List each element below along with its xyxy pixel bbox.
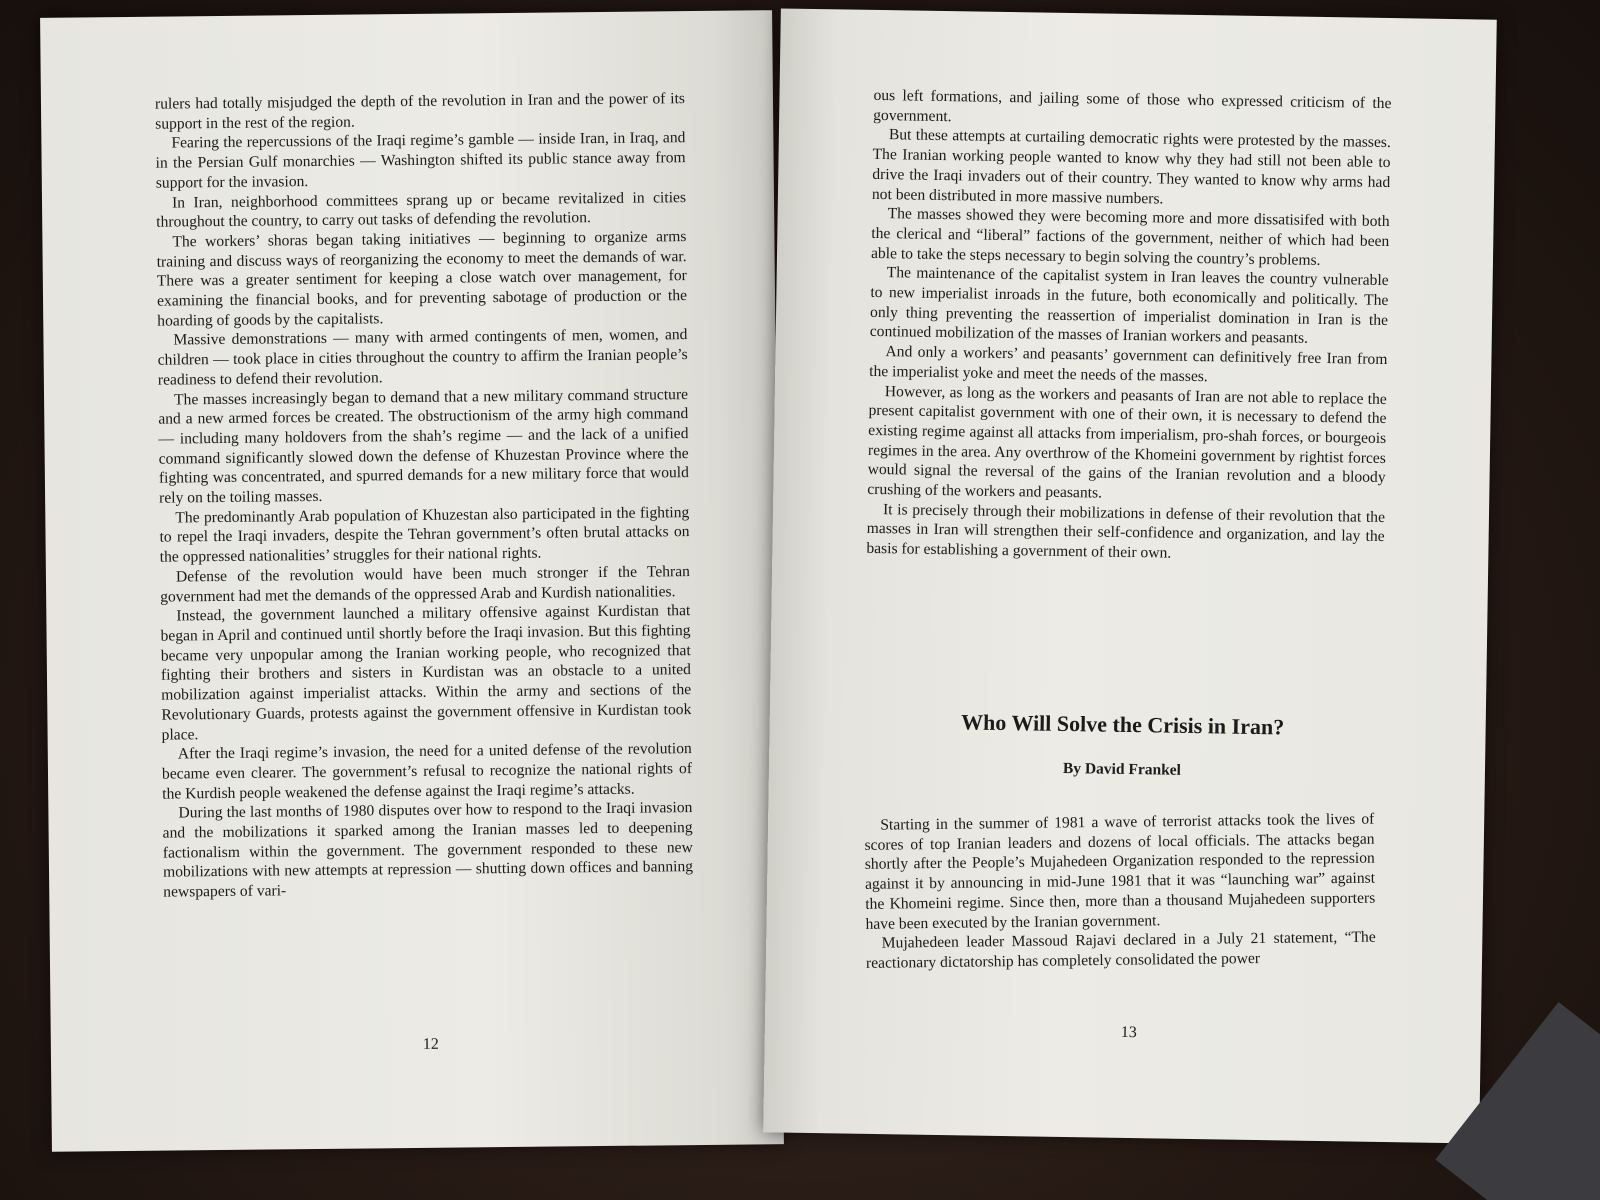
- paragraph: Fearing the repercussions of the Iraqi regime’s gamble — inside Iran, in Iraq, and in the Persian Gulf monarchies — Washington shifted its public stance away from support for the invasion.: [155, 129, 686, 192]
- paragraph: ous left formations, and jailing some of those who expressed criticism of the government.: [873, 86, 1392, 125]
- paragraph: rulers had totally misjudged the depth of the revolution in Iran and the power of its support in the rest of the region.: [154, 90, 686, 133]
- paragraph: Mujahedeen leader Massoud Rajavi declared in a July 21 statement, “The reactionary dictatorship has completely consolidated the power: [865, 928, 1376, 972]
- paragraph: In Iran, neighborhood committees sprang up or became revitalized in cities throughout the country, to carry out tasks of defending the revolution.: [156, 188, 687, 231]
- paragraph: During the last months of 1980 disputes over how to respond to the Iraqi invasion and the mobilizations it sparked among the Iranian masses led to deepening factionalism within the government. The government responded to these new mobilizations with new attempts at repression — shutting down offices and banning newspapers of vari-: [162, 799, 694, 901]
- paragraph: And only a workers’ and peasants’ government can definitively free Iran from the imperialist yoke and meet the needs of the masses.: [869, 343, 1388, 386]
- article-body: [864, 810, 1376, 974]
- paragraph: But these attempts at curtailing democratic rights were protested by the masses. The Iranian working people wanted to know why they had still not been able to drive the Iraqi invaders out of their country. They wanted to know why arms had not been distributed in more massive numbers.: [871, 126, 1391, 207]
- paragraph: The predominantly Arab population of Khuzestan also participated in the fighting to repel the Iraqi invaders, despite the Tehran government’s often brutal attacks on the oppressed nationalities’ struggles for their national rights.: [159, 503, 690, 566]
- article-byline: By David Frankel: [1062, 759, 1182, 779]
- paragraph: Starting in the summer of 1981 a wave of terrorist attacks took the lives of scores of top Iranian leaders and dozens of local officials. The attacks began shortly after the People’s Mujahedeen Organization responded to the repression against it by announcing in mid-June 1981 that it was “launching war” against the Khomeini regime. Since then, more than a thousand Mujahedeen supporters have been executed by the Iranian government.: [864, 810, 1376, 933]
- right-page-text-column: [866, 86, 1391, 567]
- left-page-text-column: [155, 89, 693, 902]
- paragraph: Instead, the government launched a military offensive against Kurdistan that began in April and continued until shortly before the Iraqi invasion. But this fighting became very unpopular among the Iranian working people, who recognized that fighting their brothers and sisters in Kurdistan was an obstacle to a united mobilization against imperialist attacks. Within the army and sections of the Revolutionary Guards, protests against the government offensive in Kurdistan took place.: [160, 602, 692, 744]
- paragraph: However, as long as the workers and peasants of Iran are not able to replace the present capitalist government with one of their own, it is necessary to defend the existing regime against all attacks from imperialism, pro-shah forces, or bourgeois regimes in the area. Any overthrow of the Khomeini government by rightist forces would signal the reversal of the gains of the Iranian revolution and a bloody crushing of the workers and peasants.: [867, 382, 1387, 502]
- paragraph: The workers’ shoras began taking initiatives — beginning to organize arms training and discuss ways of reorganizing the economy to meet the demands of war. There was a greater sentiment for keeping a close watch over management, for examining the financial books, and for preventing sabotage of production or the hoarding of goods by the capitalists.: [156, 228, 688, 330]
- page-number: 12: [422, 1035, 439, 1053]
- paragraph: Defense of the revolution would have been much stronger if the Tehran government had met the demands of the oppressed Arab and Kurdish nationalities.: [160, 562, 691, 606]
- paragraph: Massive demonstrations — many with armed contingents of men, women, and children — took place in cities throughout the country to affirm the Iranian people’s readiness to defend their revolution.: [157, 326, 688, 389]
- paragraph: It is precisely through their mobilizations in defense of their revolution that the masses in Iran will strengthen their self-confidence and organization, and lay the basis for establishing a government of their own.: [866, 500, 1386, 562]
- paragraph: The masses showed they were becoming more and more dissatisifed with both the clerical and “liberal” factions of the government, neither of which had been able to take the steps necessary to begin solving the country’s problems.: [870, 205, 1390, 269]
- article-title: Who Will Solve the Crisis in Iran?: [960, 709, 1285, 740]
- left-page: [40, 10, 784, 1152]
- paragraph: The maintenance of the capitalist system in Iran leaves the country vulnerable to new imperialist inroads in the future, both economically and politically. The only thing preventing the reassertion of imperialist domination in Iran is the continued mobilization of the masses of Iranian workers and peasants.: [869, 264, 1389, 348]
- paragraph: After the Iraqi regime’s invasion, the need for a united defense of the revolution became even clearer. The government’s refusal to recognize the national rights of the Kurdish people weakened the defense against the Iraqi regime’s attacks.: [161, 740, 693, 803]
- right-page: [763, 8, 1497, 1143]
- paragraph: The masses increasingly began to demand that a new military command structure and a new armed forces be created. The obstructionism of the army high command — including many holdovers from the shah’s regime — and the lack of a unified command significantly slowed down the defense of Khuzestan Province where the fighting was concentrated, and spurred demands for a new military force that would rely on the toiling masses.: [158, 385, 689, 507]
- page-number: 13: [1120, 1023, 1137, 1042]
